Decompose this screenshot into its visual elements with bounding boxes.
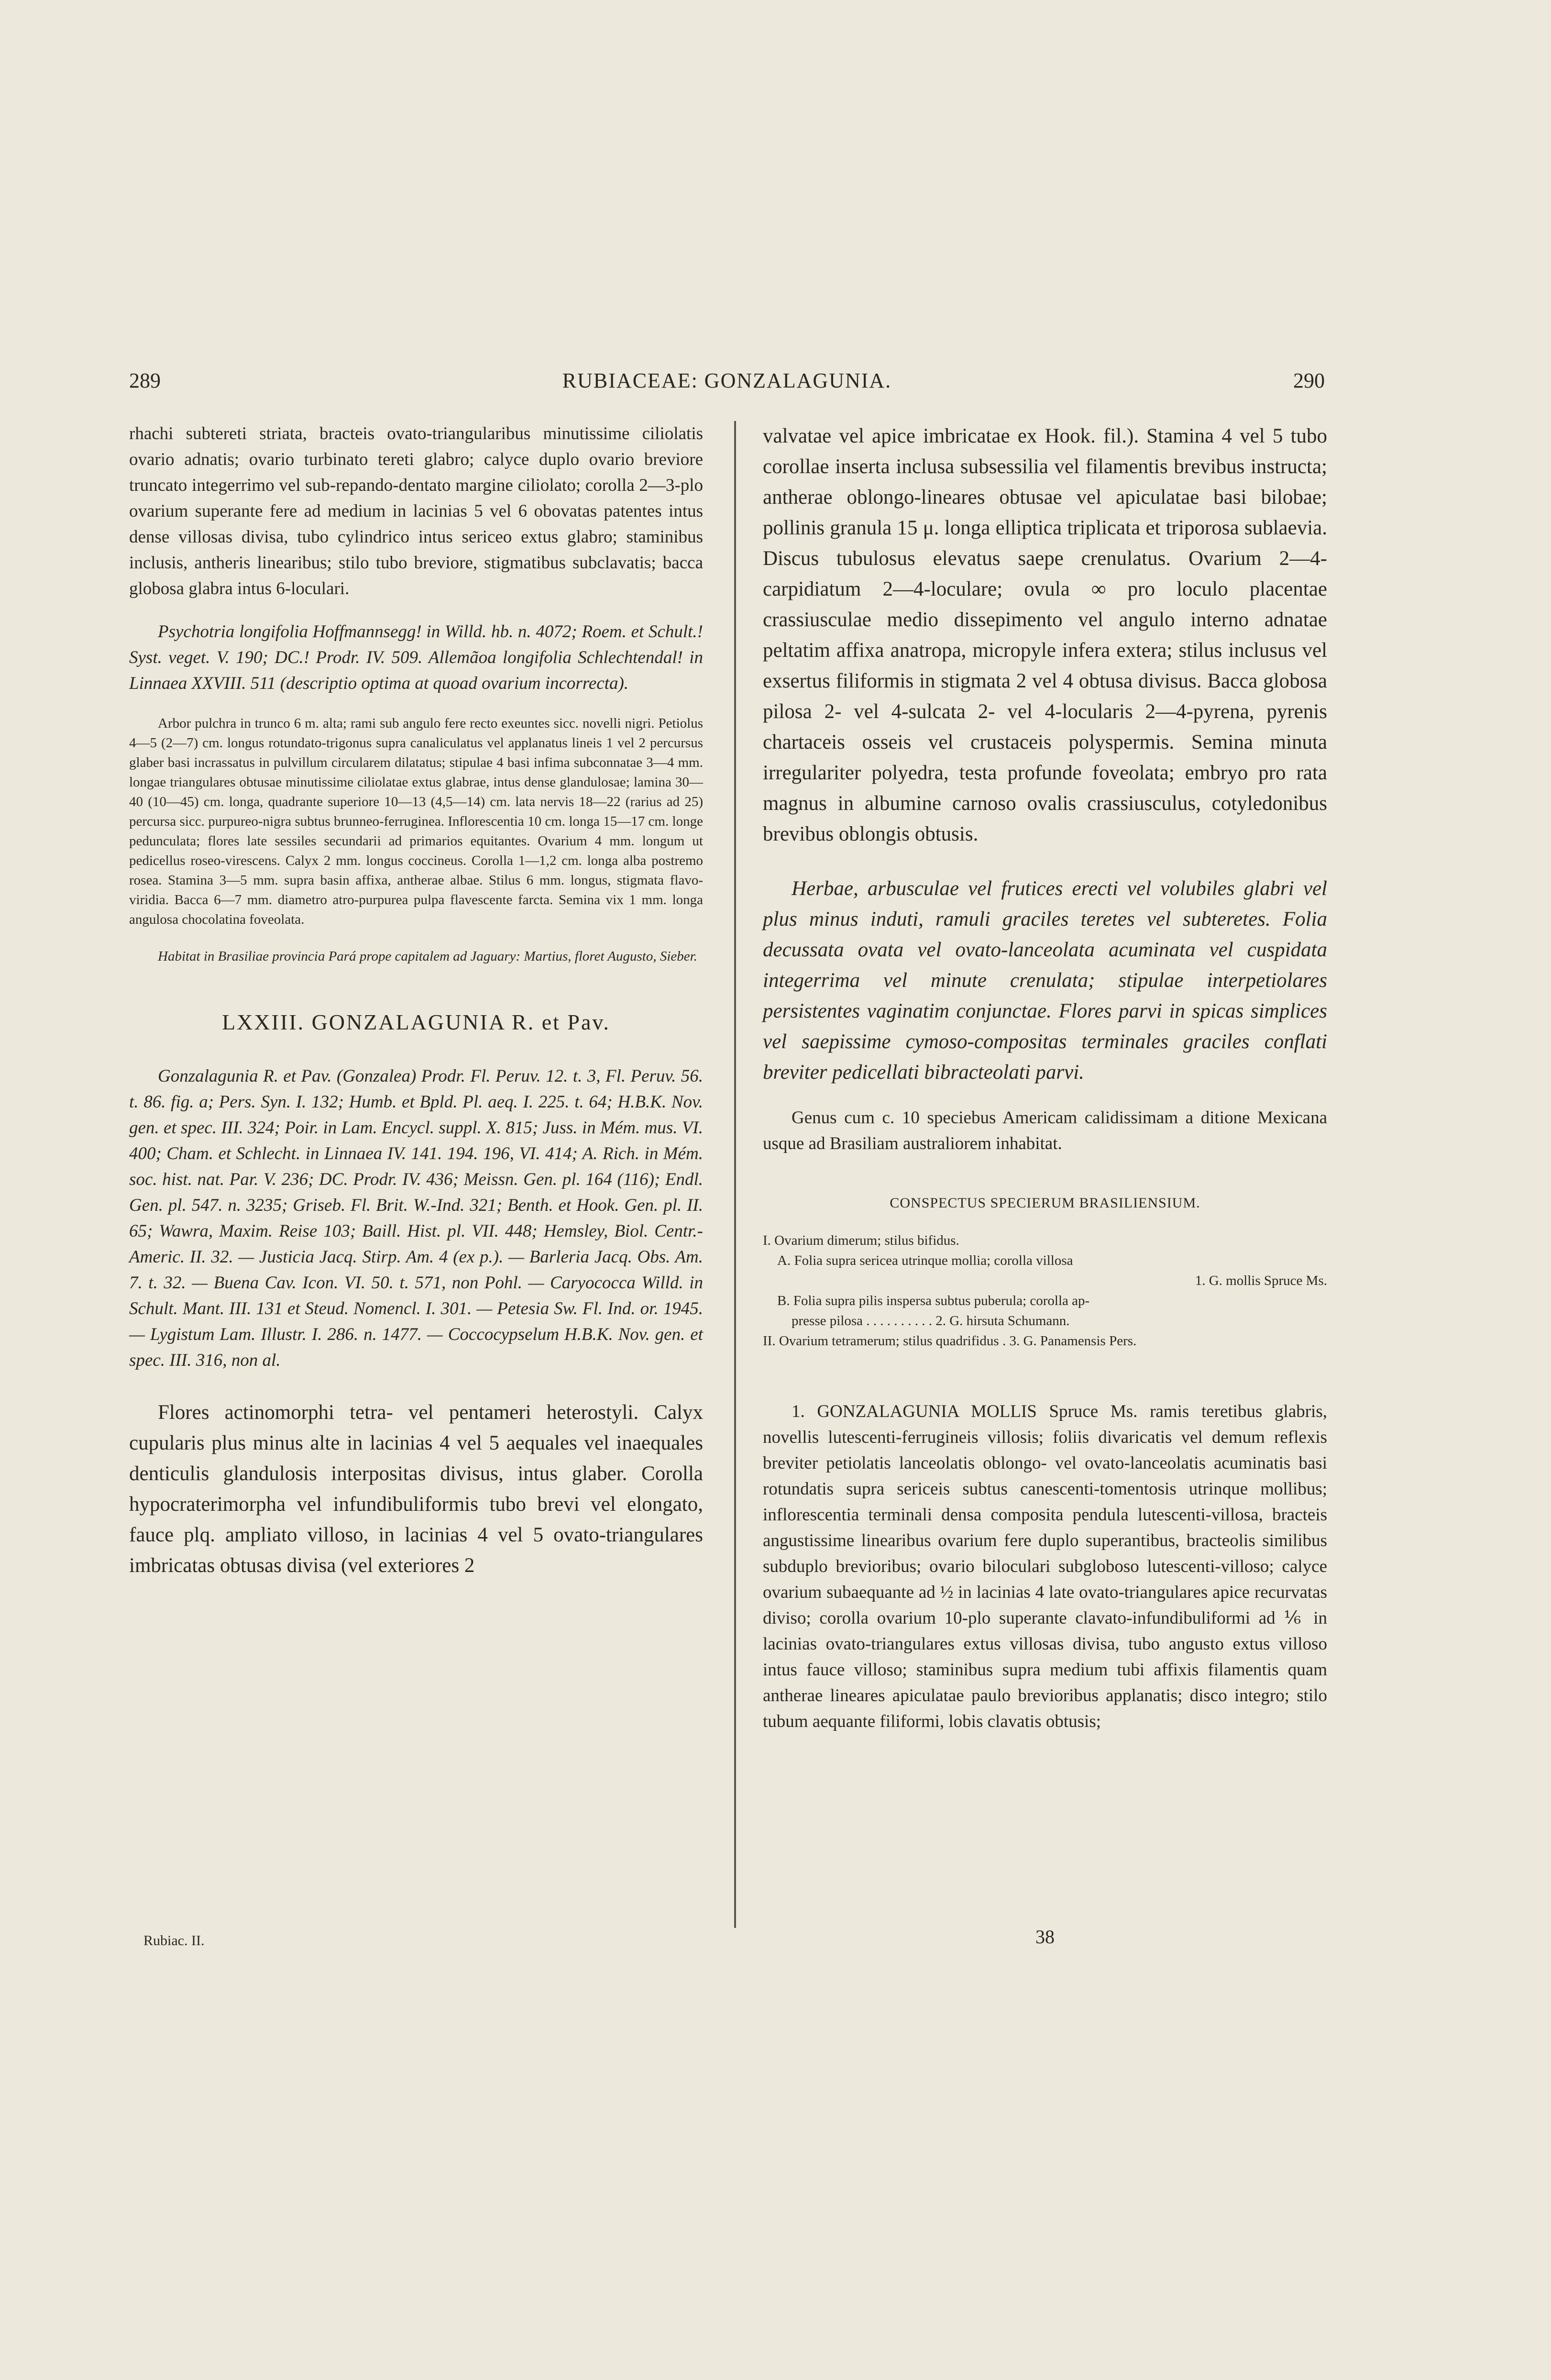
signature-mark: Rubiac. II. — [143, 1933, 205, 1948]
distribution: Genus cum c. 10 speciebus Americam calidissimam a ditione Mexicana usque ad Brasiliam australiorem inhabitat. — [763, 1108, 1327, 1153]
key-line: B. Folia supra pilis inspersa subtus puberula; corolla ap- — [777, 1293, 1090, 1308]
habitat: Habitat in Brasiliae provincia Pará prope capitalem ad Jaguary: Martius, floret Augusto, Sieber. — [158, 949, 697, 964]
left-column — [129, 421, 703, 1581]
page-number-right: 290 — [1293, 369, 1325, 392]
sheet-number: 38 — [1035, 1926, 1055, 1948]
key-line: A. Folia supra sericea utrinque mollia; corolla villosa — [777, 1253, 1073, 1268]
detailed-description: Arbor pulchra in trunco 6 m. alta; rami sub angulo fere recto exeuntes sicc. novelli nigri. Petiolus 4—5 (2—7) cm. longus rotundato-trigonus supra canaliculatus vel applanatus lineis 1 vel 2 percursus glaber basi incrassatus in pulvillum circularem dilatatus; stipulae 4 basi infima subconnatae 3—4 mm. longae triangulares obtusae minutissime ciliolatae extus glabrae, intus dense glandulosae; lamina 30—40 (10—45) cm. longa, quadrante superiore 10—13 (4,5—14) cm. lata nervis 18—22 (rarius ad 25) percursa sicc. purpureo-nigra subtus brunneo-ferruginea. Inflorescentia 10 cm. longa 15—17 cm. longe pedunculata; flores late sessiles secundarii ad primarios equitantes. Ovarium 4 mm. longum ut pedicellus roseo-virescens. Calyx 2 mm. longus coccineus. Corolla 1—1,2 cm. longa alba postremo rosea. Stamina 3—5 mm. supra basin affixa, antherae albae. Stilus 6 mm. longus, stigmata flavo-viridia. Bacca 6—7 mm. diametro atro-purpurea pulpa flavescente farcta. Semina vix 1 mm. longa angulosa chocolatina foveolata. — [129, 716, 703, 927]
key-line: presse pilosa . . . . . . . . . . 2. G. hirsuta Schumann. — [792, 1313, 1070, 1328]
key-line: I. Ovarium dimerum; stilus bifidus. — [763, 1233, 959, 1248]
synonymy: Psychotria longifolia Hoffmannsegg! in Willd. hb. n. 4072; Roem. et Schult.! Syst. veget. V. 190; DC.! Prodr. IV. 509. Allemãoa longifolia Schlechtendal! in Linnaea XXVIII. 511 (descriptio optima at quoad ovarium incorrecta). — [129, 622, 703, 693]
running-title: RUBIACEAE: GONZALAGUNIA. — [562, 369, 892, 392]
right-column — [763, 421, 1327, 1735]
species-description: 1. GONZALAGUNIA MOLLIS Spruce Ms. ramis teretibus glabris, novellis lutescenti-ferrugineis villosis; foliis divaricatis vel demum reflexis breviter petiolatis lanceolatis oblongo- vel ovato-lanceolatis acuminatis basi rotundatis supra sericeis subtus canescenti-tomentosis utrinque mollibus; inflorescentia terminali densa composita pendula lutescenti-villosa, bracteis angustissime linearibus ovarium fere duplo superantibus, bracteolis similibus subduplo brevioribus; ovario biloculari subgloboso lutescenti-villoso; calyce ovarium subaequante ad ½ in lacinias 4 late ovato-triangulares apice recurvatas diviso; corolla ovarium 10-plo superante clavato-infundibuliformi ad ⅙ in lacinias ovato-triangulares extus villosas divisa, tubo angusto extus villoso intus fauce villoso; staminibus supra medium tubi affixis filamentis quam antherae lineares apiculatae paulo brevioribus applanatis; disco integro; stilo tubum aequante filiformi, lobis clavatis obtusis; — [763, 1402, 1327, 1731]
key-line: 1. G. mollis Spruce Ms. — [1195, 1273, 1327, 1288]
species-key — [763, 1230, 1327, 1351]
genus-description: Flores actinomorphi tetra- vel pentameri heterostyli. Calyx cupularis plus minus alte in lacinias 4 vel 5 aequales vel inaequales denticulis glandulosis interpositas divisus, intus glaber. Corolla hypocraterimorpha vel infundibuliformis tubo brevi vel elongato, fauce plq. ampliato villoso, in lacinias 4 vel 5 ovato-triangulares imbricatas obtusas divisa (vel exteriores 2 — [129, 1401, 703, 1577]
conspectus-title: CONSPECTUS SPECIERUM BRASILIENSIUM. — [890, 1195, 1200, 1211]
page-number-left: 289 — [129, 369, 161, 392]
genus-description-continued: valvatae vel apice imbricatae ex Hook. fil.). Stamina 4 vel 5 tubo corollae inserta inclusa subsessilia vel filamentis brevibus instructa; antherae oblongo-lineares obtusae vel apiculatae basi bilobae; pollinis granula 15 μ. longa elliptica triplicata et triporosa sublaevia. Discus tubulosus elevatus saepe crenulatus. Ovarium 2—4-carpidiatum 2—4-loculare; ovula ∞ pro loculo placentae crassiusculae medio dissepimento vel angulo interno adnatae peltatim affixa anatropa, micropyle infera extera; stilus inclusus vel exsertus filiformis in stigmata 2 vel 4 obtusa divisus. Bacca globosa pilosa 2- vel 4-sulcata 2- vel 4-locularis 2—4-pyrena, pyrenis chartaceis osseis vel crustaceis polyspermis. Semina minuta irregulariter polyedra, testa profunde foveolata; embryo pro rata magnus in albumine carnoso ovalis crassiusculus, cotyledonibus brevibus oblongis obtusis. — [763, 425, 1327, 845]
description-continued: rhachi subtereti striata, bracteis ovato-triangularibus minutissime ciliolatis ovario adnatis; ovario turbinato tereti glabro; calyce duplo ovario breviore truncato integerrimo vel sub-repando-dentato margine ciliolato; corolla 2—3-plo ovarium superante fere ad medium in lacinias 5 vel 6 obovatas patentes intus dense villosas divisa, tubo cylindrico intus sericeo extus glabro; staminibus inclusis, antheris linearibus; stilo tubo breviore, stigmatibus subclavatis; bacca globosa glabra intus 6-loculari. — [129, 424, 703, 598]
key-line: II. Ovarium tetramerum; stilus quadrifidus . 3. G. Panamensis Pers. — [763, 1333, 1137, 1349]
genus-heading: LXXIII. GONZALAGUNIA R. et Pav. — [222, 1010, 610, 1034]
habit-description: Herbae, arbusculae vel frutices erecti vel volubiles glabri vel plus minus induti, ramuli graciles teretes vel subteretes. Folia decussata ovata vel ovato-lanceolata acuminata vel cuspidata integerrima vel minute crenulata; stipulae interpetiolares persistentes vaginatim conjunctae. Flores parvi in spicas simplices vel saepissime cymoso-compositas terminales graciles conflati breviter pedicellati bibracteolati parvi. — [763, 877, 1327, 1084]
column-divider — [734, 421, 736, 1928]
page-header — [129, 368, 1325, 402]
genus-references: Gonzalagunia R. et Pav. (Gonzalea) Prodr. Fl. Peruv. 12. t. 3, Fl. Peruv. 56. t. 86. fig. a; Pers. Syn. I. 132; Humb. et Bpld. Pl. aeq. I. 225. t. 64; H.B.K. Nov. gen. et spec. III. 324; Poir. in Lam. Encycl. suppl. X. 815; Juss. in Mém. mus. VI. 400; Cham. et Schlecht. in Linnaea IV. 141. 194. 196, VI. 414; A. Rich. in Mém. soc. hist. nat. Par. V. 236; DC. Prodr. IV. 436; Meissn. Gen. pl. 164 (116); Endl. Gen. pl. 547. n. 3235; Griseb. Fl. Brit. W.-Ind. 321; Benth. et Hook. Gen. pl. II. 65; Wawra, Maxim. Reise 103; Baill. Hist. pl. VII. 448; Hemsley, Biol. Centr.-Americ. II. 32. — Justicia Jacq. Stirp. Am. 4 (ex p.). — Barleria Jacq. Obs. Am. 7. t. 32. — Buena Cav. Icon. VI. 50. t. 571, non Pohl. — Caryococca Willd. in Schult. Mant. III. 131 et Steud. Nomencl. I. 301. — Petesia Sw. Fl. Ind. or. 1945. — Lygistum Lam. Illustr. I. 286. n. 1477. — Coccocypselum H.B.K. Nov. gen. et spec. III. 316, non al. — [129, 1066, 703, 1370]
